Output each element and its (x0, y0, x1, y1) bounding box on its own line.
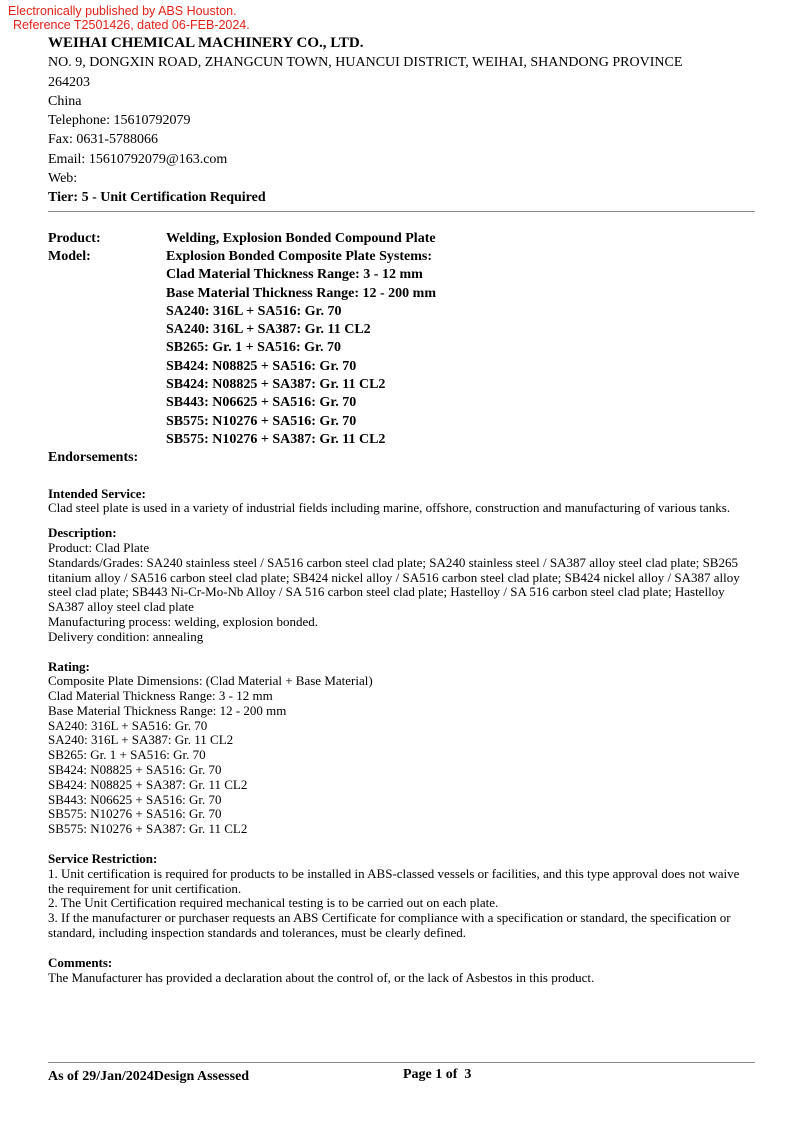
description-line: Standards/Grades: SA240 stainless steel / SA516 carbon steel clad plate; SA240 stainless steel / SA387 alloy steel clad plate; SB265 titanium alloy / SA516 carbon steel clad plate; SB424 nickel alloy / SA516 carbon steel clad plate; SB424 nickel alloy / SA387 alloy steel clad plate; SB443 Ni-Cr-Mo-Nb Alloy / SA 516 carbon steel clad plate; Hastelloy / SA 516 carbon steel clad plate; Hastelloy SA387 alloy steel clad plate (48, 554, 740, 615)
footer-assessed-date: As of 29/Jan/2024Design Assessed (48, 1069, 250, 1084)
service-restriction-heading: Service Restriction: (48, 851, 158, 867)
document-content (48, 34, 755, 985)
rating-heading: Rating: (48, 658, 90, 674)
model-line: SB575: N10276 + SA387: Gr. 11 CL2 (166, 431, 386, 447)
product-label: Product: (48, 230, 101, 246)
intended-service-section (48, 487, 755, 517)
telephone-line: Telephone: 15610792079 (48, 113, 191, 129)
model-lines (166, 248, 755, 449)
description-line: Manufacturing process: welding, explosion bonded. (48, 613, 319, 629)
tier-line: Tier: 5 - Unit Certification Required (48, 190, 266, 206)
web-line: Web: (48, 171, 78, 187)
company-address: NO. 9, DONGXIN ROAD, ZHANGCUN TOWN, HUANCUI DISTRICT, WEIHAI, SHANDONG PROVINCE (48, 55, 683, 71)
model-line: Clad Material Thickness Range: 3 - 12 mm (166, 267, 423, 283)
comments-body: The Manufacturer has provided a declaration about the control of, or the lack of Asbestos in this product. (48, 969, 595, 985)
endorsements-label: Endorsements: (48, 450, 139, 466)
model-line: Explosion Bonded Composite Plate Systems: (166, 248, 433, 264)
watermark-line2: Reference T2501426, dated 06-FEB-2024. (13, 18, 250, 32)
email-line: Email: 15610792079@163.com (48, 151, 228, 167)
description-heading: Description: (48, 525, 117, 541)
postal-code: 264203 (48, 74, 90, 90)
rating-line: Clad Material Thickness Range: 3 - 12 mm (48, 688, 273, 704)
comments-heading: Comments: (48, 954, 113, 970)
rating-line: SB575: N10276 + SA387: Gr. 11 CL2 (48, 821, 248, 837)
model-line: SB265: Gr. 1 + SA516: Gr. 70 (166, 340, 341, 356)
rating-line: SB575: N10276 + SA516: Gr. 70 (48, 806, 222, 822)
comments-section (48, 956, 755, 986)
rating-lines (48, 674, 755, 837)
country: China (48, 93, 82, 109)
service-restriction-items (48, 867, 755, 941)
description-lines (48, 541, 755, 645)
watermark-line1: Electronically published by ABS Houston. (8, 4, 237, 18)
header-divider (48, 211, 755, 212)
product-value: Welding, Explosion Bonded Compound Plate (166, 230, 436, 246)
intended-service-body: Clad steel plate is used in a variety of industrial fields including marine, offshore, construction and manufacturing of various tanks. (48, 500, 731, 516)
model-line: SB443: N06625 + SA516: Gr. 70 (166, 395, 357, 411)
rating-line: SA240: 316L + SA387: Gr. 11 CL2 (48, 732, 234, 748)
rating-line: SB424: N08825 + SA387: Gr. 11 CL2 (48, 776, 248, 792)
rating-line: SA240: 316L + SA516: Gr. 70 (48, 717, 208, 733)
fax-line: Fax: 0631-5788066 (48, 132, 159, 148)
abs-watermark (8, 4, 250, 32)
rating-line: Composite Plate Dimensions: (Clad Material + Base Material) (48, 673, 373, 689)
description-line: Product: Clad Plate (48, 539, 150, 555)
model-line: SA240: 316L + SA516: Gr. 70 (166, 303, 342, 319)
rating-section (48, 660, 755, 838)
model-line: SB424: N08825 + SA387: Gr. 11 CL2 (166, 377, 386, 393)
service-restriction-item: 3. If the manufacturer or purchaser requests an ABS Certificate for compliance with a specification or standard, the specification or standard, including inspection standards and tolerances, must be clearly defined. (48, 910, 731, 941)
product-model-block (48, 230, 755, 450)
service-restriction-item: 1. Unit certification is required for products to be installed in ABS-classed vessels or facilities, and this type approval does not waive the requirement for unit certification. (48, 865, 740, 896)
description-line: Delivery condition: annealing (48, 628, 204, 644)
model-line: SB424: N08825 + SA516: Gr. 70 (166, 358, 357, 374)
rating-line: SB443: N06625 + SA516: Gr. 70 (48, 791, 222, 807)
model-line: SA240: 316L + SA387: Gr. 11 CL2 (166, 322, 371, 338)
footer-divider (48, 1062, 755, 1063)
company-name: WEIHAI CHEMICAL MACHINERY CO., LTD. (48, 35, 364, 51)
rating-line: SB424: N08825 + SA516: Gr. 70 (48, 762, 222, 778)
service-restriction-item: 2. The Unit Certification required mechanical testing is to be carried out on each plate. (48, 895, 499, 911)
model-line: Base Material Thickness Range: 12 - 200 mm (166, 285, 436, 301)
description-section (48, 526, 755, 644)
service-restriction-section (48, 852, 755, 941)
footer-page-number: Page 1 of 3 (403, 1067, 472, 1082)
model-line: SB575: N10276 + SA516: Gr. 70 (166, 413, 357, 429)
rating-line: Base Material Thickness Range: 12 - 200 mm (48, 702, 287, 718)
model-label: Model: (48, 248, 91, 264)
intended-service-heading: Intended Service: (48, 485, 146, 501)
rating-line: SB265: Gr. 1 + SA516: Gr. 70 (48, 747, 206, 763)
